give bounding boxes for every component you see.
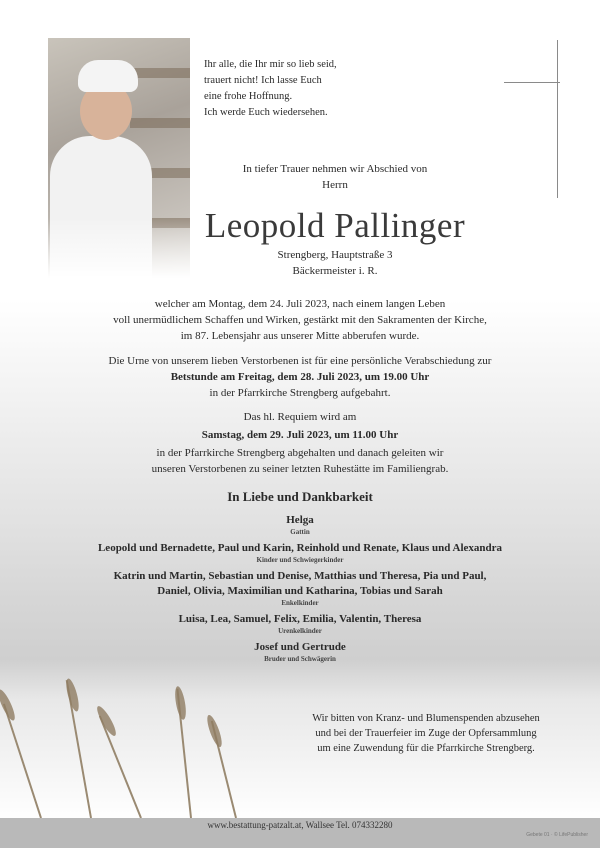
deceased-details	[160, 247, 510, 279]
mourner-names: Katrin und Martin, Sebastian und Denise, Matthias und Theresa, Pia und Paul,	[113, 570, 487, 582]
deceased-address: Strengberg, Hauptstraße 3	[277, 249, 393, 261]
donation-note	[276, 711, 576, 756]
mourner-group	[0, 541, 600, 565]
mourners-heading: In Liebe und Dankbarkeit	[227, 489, 373, 504]
mourner-role: Gattin	[290, 528, 310, 536]
mourner-role: Urenkelkinder	[278, 627, 322, 635]
requiem-text	[0, 409, 600, 477]
poem-line: trauert nicht! Ich lasse Euch	[204, 75, 322, 86]
deceased-name: Leopold Pallinger	[204, 206, 466, 245]
requiem-line: Das hl. Requiem wird am	[243, 411, 357, 423]
death-text	[0, 296, 600, 344]
mourner-group	[0, 569, 600, 608]
requiem-line: in der Pfarrkirche Strengberg abgehalten und danach geleiten wir	[156, 447, 444, 459]
urn-text-line: Die Urne von unserem lieben Verstorbenen ist für eine persönliche Verabschiedung zur	[108, 355, 492, 367]
intro-line: Herrn	[322, 179, 348, 191]
death-text-line: im 87. Lebensjahr aus unserer Mitte abberufen wurde.	[180, 330, 420, 342]
urn-text	[0, 353, 600, 401]
mourner-names: Daniel, Olivia, Maximilian und Katharina, Tobias und Sarah	[157, 585, 443, 597]
footer-text: www.bestattung-patzalt.at, Wallsee Tel. 074332280	[207, 820, 393, 830]
mourner-names: Leopold und Bernadette, Paul und Karin, Reinhold und Renate, Klaus und Alexandra	[97, 542, 503, 554]
requiem-date: Samstag, dem 29. Juli 2023, um 11.00 Uhr	[201, 429, 399, 441]
mourner-group	[0, 612, 600, 636]
urn-text-line: in der Pfarrkirche Strengberg aufgebahrt.	[209, 387, 391, 399]
mourner-role: Enkelkinder	[281, 599, 319, 607]
mourner-role: Kinder und Schwiegerkinder	[256, 556, 344, 564]
mourner-group	[0, 640, 600, 664]
donation-line: um eine Zuwendung für die Pfarrkirche Strengberg.	[317, 743, 535, 754]
poem-line: Ich werde Euch wiedersehen.	[204, 107, 328, 118]
cross-icon-bar	[504, 82, 560, 83]
donation-line: Wir bitten von Kranz- und Blumenspenden abzusehen	[312, 713, 540, 724]
mourner-names: Josef und Gertrude	[254, 641, 346, 653]
mourner-names: Luisa, Lea, Samuel, Felix, Emilia, Valentin, Theresa	[178, 613, 422, 625]
mourner-role: Bruder und Schwägerin	[264, 655, 336, 663]
intro-line: In tiefer Trauer nehmen wir Abschied von	[242, 163, 428, 175]
death-text-line: voll unermüdlichem Schaffen und Wirken, gestärkt mit den Sakramenten der Kirche,	[113, 314, 487, 326]
deceased-profession: Bäckermeister i. R.	[292, 265, 378, 277]
intro	[160, 161, 510, 193]
urn-text-date: Betstunde am Freitag, dem 28. Juli 2023, um 19.00 Uhr	[170, 371, 430, 383]
copyright-note: Gebete 01 · © LifePublisher	[526, 832, 588, 838]
donation-line: und bei der Trauerfeier im Zuge der Opfersammlung	[315, 728, 537, 739]
mourner-group	[0, 513, 600, 537]
poem-line: eine frohe Hoffnung.	[204, 91, 293, 102]
cross-icon	[557, 40, 558, 198]
mourner-names: Helga	[286, 514, 314, 526]
death-text-line: welcher am Montag, dem 24. Juli 2023, nach einem langen Leben	[154, 298, 446, 310]
requiem-line: unseren Verstorbenen zu seiner letzten Ruhestätte im Familiengrab.	[151, 463, 449, 475]
poem	[204, 57, 337, 121]
mourners-section	[0, 489, 600, 668]
poem-line: Ihr alle, die Ihr mir so lieb seid,	[204, 59, 337, 70]
